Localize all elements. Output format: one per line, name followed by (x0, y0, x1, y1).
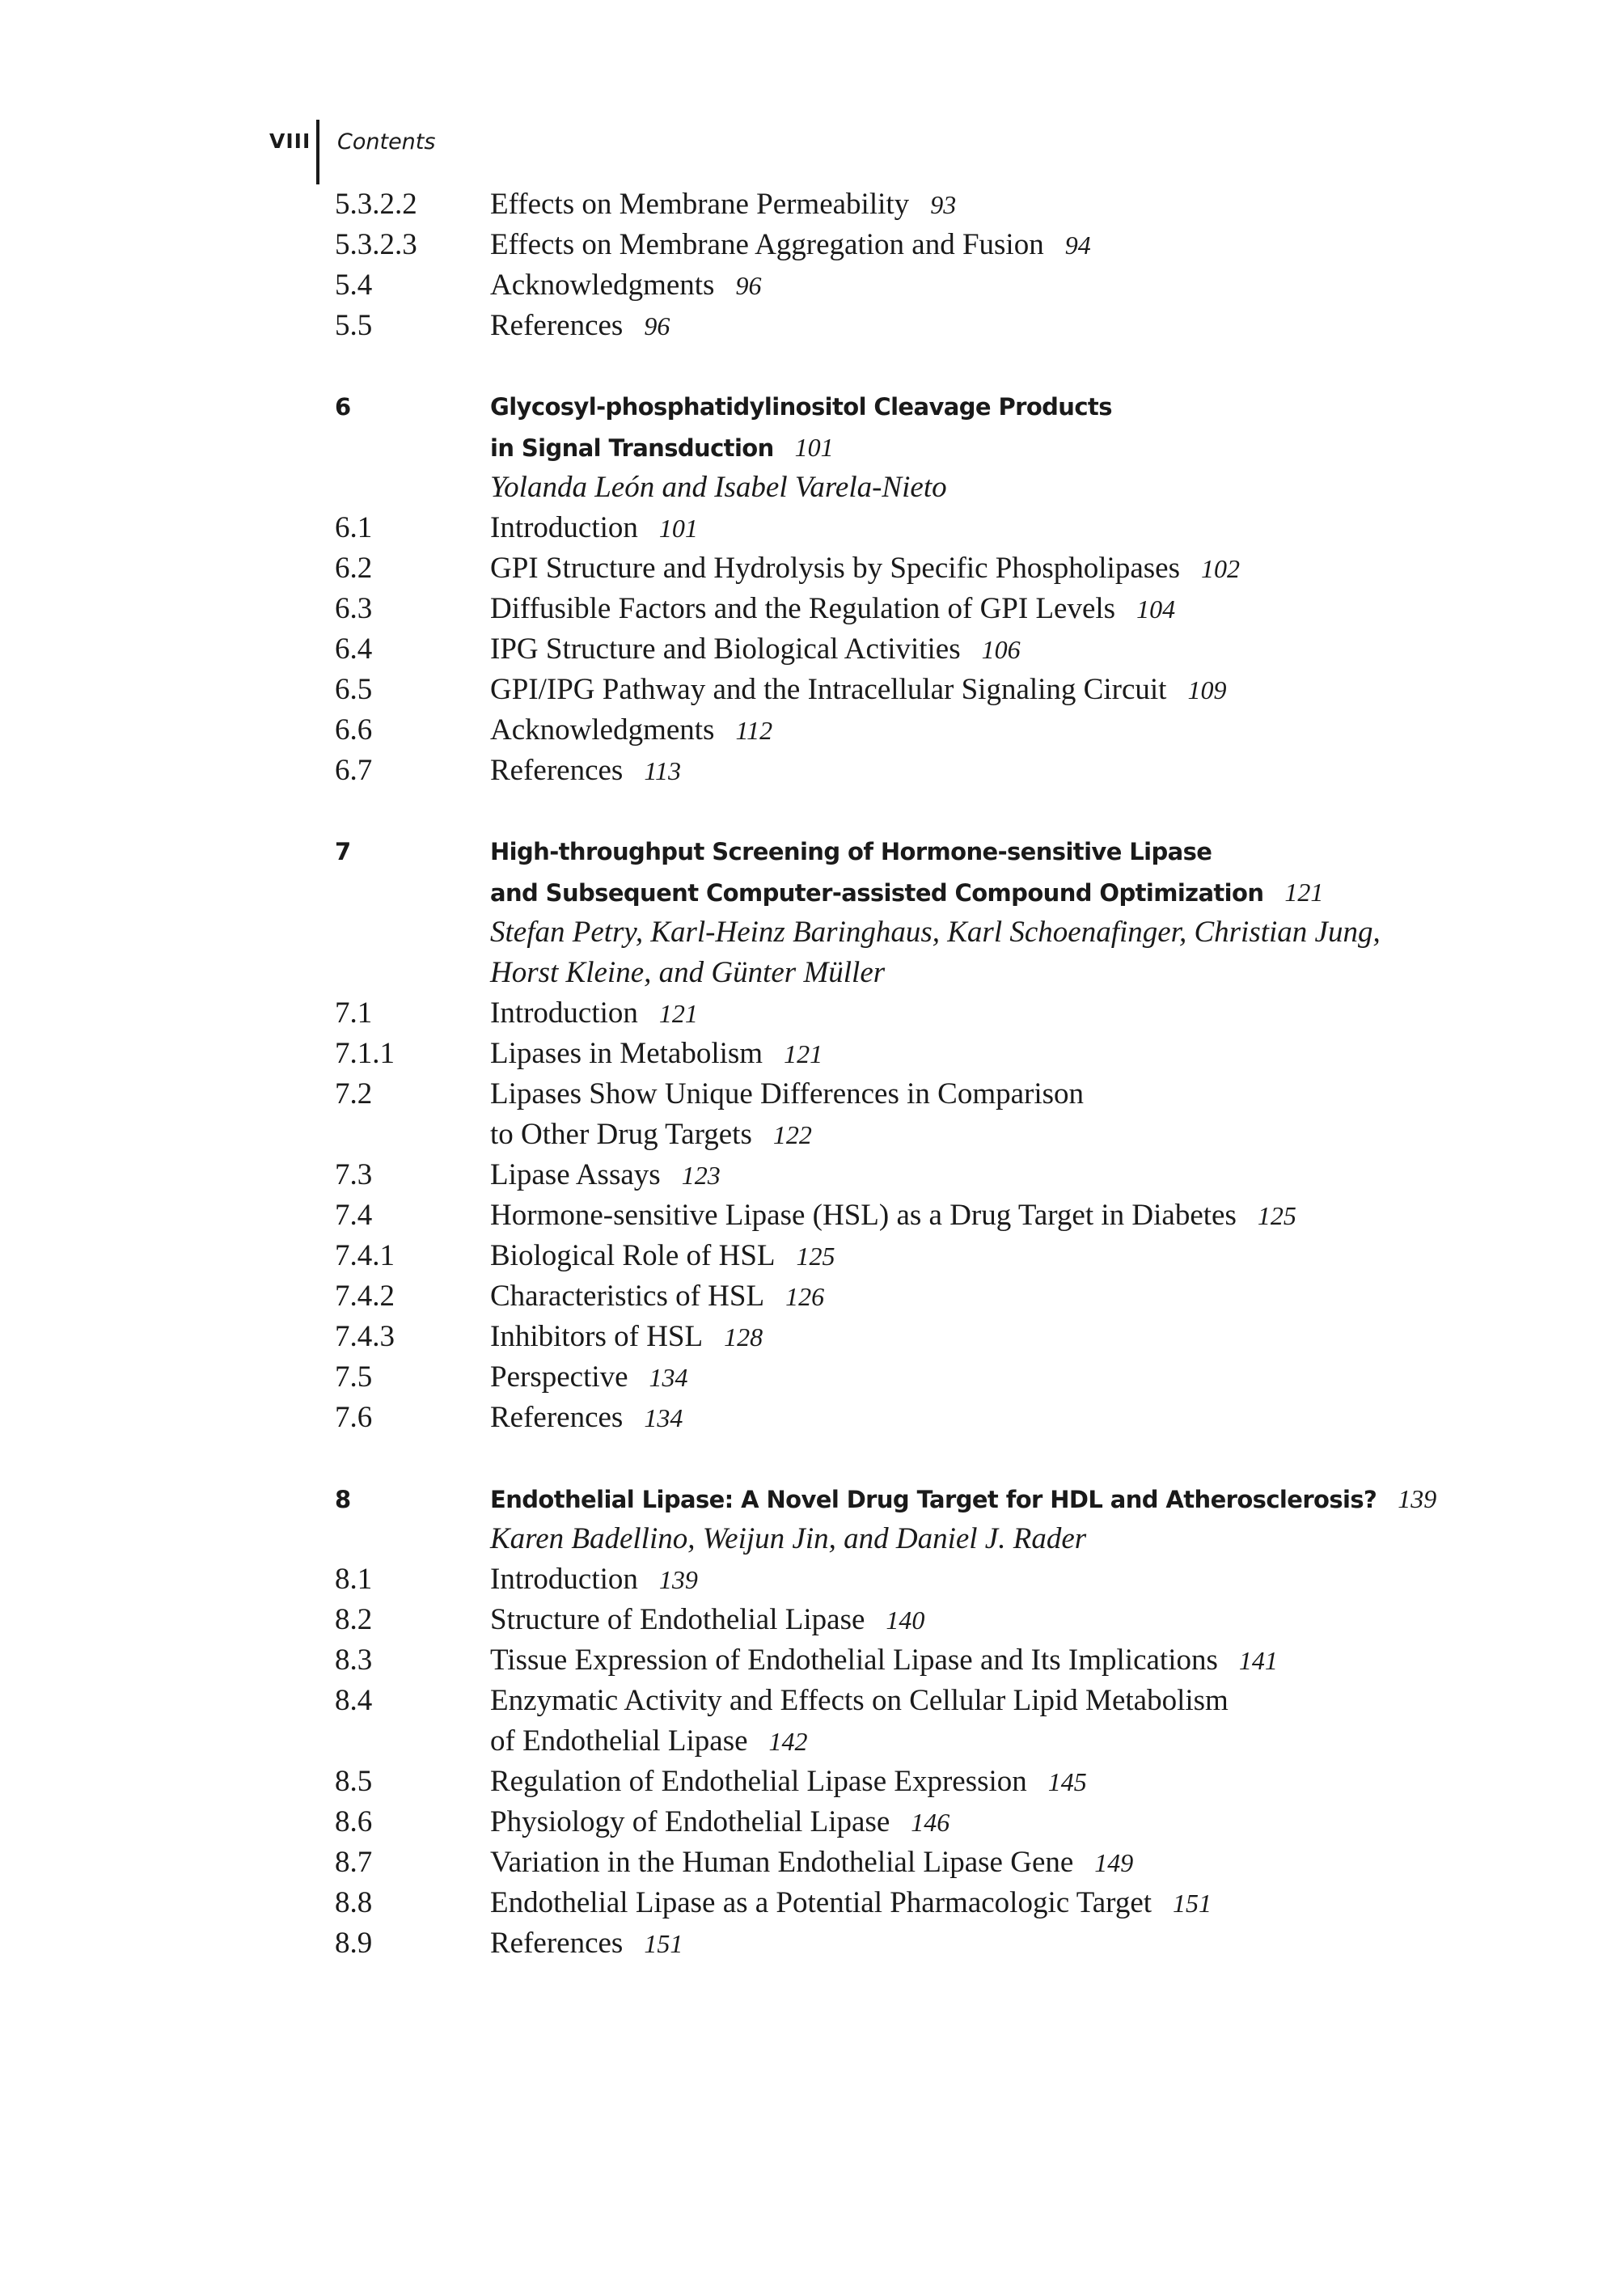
section-title: Acknowledgments (490, 269, 715, 302)
section-title: Lipases Show Unique Differences in Comparison (490, 1077, 1085, 1111)
page-ref: 142 (768, 1727, 808, 1756)
section-number: 6.4 (335, 632, 373, 666)
section-number: 7.2 (335, 1077, 373, 1111)
section-title: Regulation of Endothelial Lipase Expression (490, 1765, 1027, 1798)
section-title: Diffusible Factors and the Regulation of GPI Levels (490, 592, 1116, 625)
toc-entry-line (335, 1236, 1467, 1276)
section-title: Introduction (490, 1563, 638, 1596)
toc-entry-line (335, 1762, 1467, 1802)
section-title: Tissue Expression of Endothelial Lipase and Its Implications (490, 1644, 1218, 1677)
section-title: References (490, 309, 624, 342)
page-ref: 101 (794, 433, 834, 462)
section-title: IPG Structure and Biological Activities (490, 632, 961, 666)
toc-entry-line (335, 710, 1467, 751)
section-title: References (490, 1401, 624, 1434)
section-number: 7.1.1 (335, 1037, 395, 1070)
toc-chapter-line (335, 872, 1467, 912)
toc-entry-line (335, 751, 1467, 791)
section-number: 5.3.2.2 (335, 188, 417, 221)
toc-entry-line (335, 1640, 1467, 1681)
page-ref: 125 (796, 1242, 835, 1271)
chapter-authors: Horst Kleine, and Günter Müller (490, 956, 886, 989)
section-title: Inhibitors of HSL (490, 1320, 704, 1353)
section-number: 6.3 (335, 592, 373, 625)
chapter-number: 8 (335, 1486, 352, 1513)
page-ref: 126 (785, 1282, 825, 1311)
page-ref: 94 (1064, 231, 1091, 260)
section-number: 7.4 (335, 1199, 373, 1232)
page-ref: 121 (1284, 878, 1324, 907)
section-number: 8.3 (335, 1644, 373, 1677)
section-title: References (490, 1927, 624, 1960)
chapter-number: 7 (335, 838, 352, 865)
page-ref: 102 (1200, 554, 1240, 583)
toc-entry-line (335, 1721, 1467, 1762)
section-title: Lipases in Metabolism (490, 1037, 763, 1070)
section-number: 8.5 (335, 1765, 373, 1798)
toc-entry-line (335, 1195, 1467, 1236)
page-ref: 122 (772, 1120, 812, 1149)
section-title: Structure of Endothelial Lipase (490, 1603, 865, 1636)
page-ref: 149 (1094, 1848, 1134, 1877)
page-ref: 134 (649, 1363, 688, 1392)
section-title: Characteristics of HSL (490, 1280, 765, 1313)
toc-chapter-line (335, 831, 1467, 872)
section-number: 8.8 (335, 1886, 373, 1919)
page-ref: 106 (981, 635, 1021, 664)
toc-entry-line (335, 1681, 1467, 1721)
section-title: Effects on Membrane Aggregation and Fusion (490, 228, 1044, 261)
section-title: Introduction (490, 996, 638, 1030)
page-ref: 112 (735, 716, 773, 745)
page-ref: 123 (681, 1161, 721, 1190)
section-number: 7.6 (335, 1401, 373, 1434)
section-title: Perspective (490, 1360, 628, 1394)
section-number: 8.4 (335, 1684, 373, 1717)
section-number: 8.6 (335, 1805, 373, 1838)
section-title: References (490, 754, 624, 787)
page-ref: 93 (930, 190, 957, 219)
page-ref: 139 (658, 1565, 698, 1594)
page-ref: 125 (1257, 1201, 1296, 1230)
toc-entry-line (335, 225, 1467, 265)
header-rule (316, 120, 319, 184)
toc-entry-line (335, 1074, 1467, 1115)
section-number: 8.1 (335, 1563, 373, 1596)
toc-entry-line (335, 1398, 1467, 1438)
section-title: Acknowledgments (490, 713, 715, 747)
page-ref: 141 (1238, 1646, 1278, 1675)
section-title: Effects on Membrane Permeability (490, 188, 910, 221)
section-number: 7.4.1 (335, 1239, 395, 1272)
section-number: 6.2 (335, 552, 373, 585)
toc-entry-line (335, 548, 1467, 589)
page-ref: 113 (644, 756, 681, 785)
toc-entry-line (335, 589, 1467, 629)
chapter-authors: Yolanda León and Isabel Varela-Nieto (490, 471, 947, 504)
section-title: GPI Structure and Hydrolysis by Specific Phospholipases (490, 552, 1180, 585)
toc-entry-line (335, 670, 1467, 710)
toc-author-line (335, 1519, 1467, 1559)
toc-entry-line (335, 1842, 1467, 1883)
section-title: of Endothelial Lipase (490, 1724, 748, 1758)
page-ref: 145 (1047, 1767, 1087, 1796)
toc-entry-line (335, 508, 1467, 548)
section-title: Lipase Assays (490, 1158, 661, 1191)
section-number: 5.3.2.3 (335, 228, 417, 261)
page-ref: 109 (1187, 675, 1227, 704)
section-number: 6.7 (335, 754, 373, 787)
toc-entry-line (335, 993, 1467, 1034)
section-number: 8.9 (335, 1927, 373, 1960)
section-title: Physiology of Endothelial Lipase (490, 1805, 890, 1838)
toc-entry-line (335, 1155, 1467, 1195)
toc-chapter-line (335, 1479, 1467, 1519)
toc-entry-line (335, 1276, 1467, 1317)
section-number: 5.4 (335, 269, 373, 302)
section-title: GPI/IPG Pathway and the Intracellular Signaling Circuit (490, 673, 1167, 706)
toc-entry-line (335, 184, 1467, 225)
section-number: 8.7 (335, 1846, 373, 1879)
page-ref: 96 (735, 271, 762, 300)
section-title: Endothelial Lipase as a Potential Pharmacologic Target (490, 1886, 1152, 1919)
chapter-title: High-throughput Screening of Hormone-sensitive Lipase (490, 838, 1212, 865)
chapter-authors: Stefan Petry, Karl-Heinz Baringhaus, Karl Schoenafinger, Christian Jung, (490, 916, 1381, 949)
section-number: 7.5 (335, 1360, 373, 1394)
chapter-authors: Karen Badellino, Weijun Jin, and Daniel J. Rader (490, 1522, 1087, 1555)
section-number: 7.1 (335, 996, 373, 1030)
toc-author-line (335, 953, 1467, 993)
page-ref: 96 (644, 311, 670, 341)
page-ref: 121 (658, 999, 698, 1028)
page-ref: 101 (658, 514, 698, 543)
table-of-contents (335, 184, 1467, 1964)
toc-entry-line (335, 1559, 1467, 1600)
toc-chapter-line (335, 427, 1467, 467)
toc-author-line (335, 912, 1467, 953)
section-title: Introduction (490, 511, 638, 544)
toc-entry-line (335, 1115, 1467, 1155)
page-ref: 146 (911, 1808, 950, 1837)
page-ref: 104 (1136, 594, 1176, 624)
page-ref: 134 (644, 1403, 683, 1432)
section-number: 6.1 (335, 511, 373, 544)
page-ref: 128 (724, 1322, 763, 1352)
page-ref: 139 (1398, 1484, 1437, 1513)
toc-entry-line (335, 1317, 1467, 1357)
page-ref: 121 (784, 1039, 823, 1068)
page-ref: 151 (1173, 1889, 1212, 1918)
section-number: 7.4.3 (335, 1320, 395, 1353)
toc-entry-line (335, 629, 1467, 670)
toc-entry-line (335, 1357, 1467, 1398)
page-ref: 151 (644, 1929, 683, 1958)
section-title: to Other Drug Targets (490, 1118, 752, 1151)
toc-entry-line (335, 306, 1467, 346)
section-number: 5.5 (335, 309, 373, 342)
toc-entry-line (335, 1923, 1467, 1964)
running-title: Contents (337, 129, 436, 154)
chapter-title: in Signal Transduction (490, 434, 774, 462)
toc-chapter-line (335, 387, 1467, 427)
section-title: Hormone-sensitive Lipase (HSL) as a Drug Target in Diabetes (490, 1199, 1237, 1232)
section-number: 6.6 (335, 713, 373, 747)
section-number: 8.2 (335, 1603, 373, 1636)
section-number: 7.4.2 (335, 1280, 395, 1313)
toc-entry-line (335, 1600, 1467, 1640)
toc-entry-line (335, 1034, 1467, 1074)
section-number: 7.3 (335, 1158, 373, 1191)
section-title: Enzymatic Activity and Effects on Cellular Lipid Metabolism (490, 1684, 1229, 1717)
page-number: VIII (269, 129, 311, 153)
section-title: Variation in the Human Endothelial Lipase Gene (490, 1846, 1074, 1879)
chapter-title: Endothelial Lipase: A Novel Drug Target for HDL and Atherosclerosis? (490, 1486, 1377, 1513)
page-ref: 140 (886, 1606, 925, 1635)
chapter-number: 6 (335, 393, 352, 421)
section-number: 6.5 (335, 673, 373, 706)
toc-author-line (335, 467, 1467, 508)
toc-entry-line (335, 1802, 1467, 1842)
toc-entry-line (335, 265, 1467, 306)
toc-entry-line (335, 1883, 1467, 1923)
section-title: Biological Role of HSL (490, 1239, 776, 1272)
chapter-title: Glycosyl-phosphatidylinositol Cleavage Products (490, 393, 1112, 421)
chapter-title: and Subsequent Computer-assisted Compound Optimization (490, 879, 1264, 907)
